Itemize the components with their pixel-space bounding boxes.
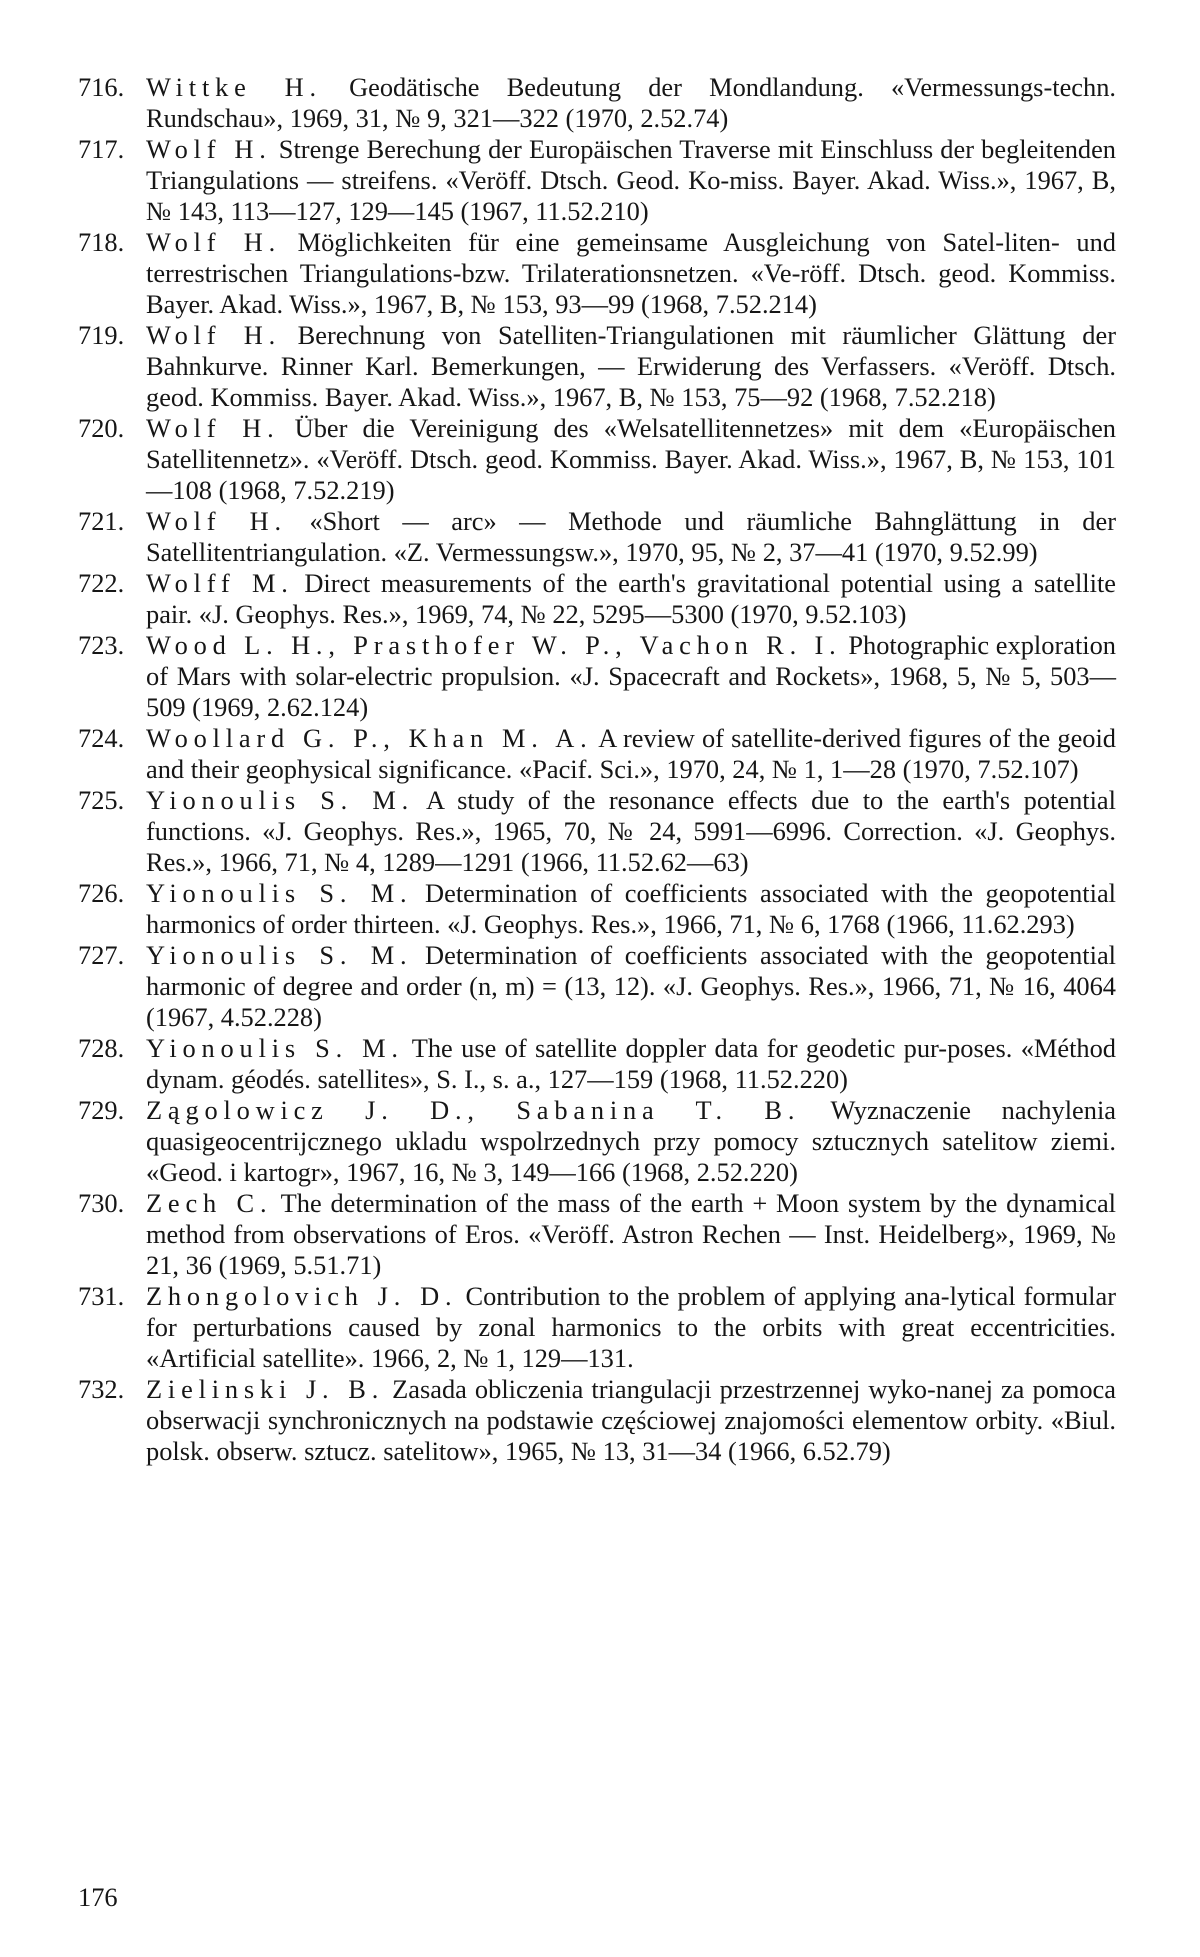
entry-number: 727. (78, 940, 125, 970)
entry-number: 719. (78, 320, 125, 350)
entry-number: 731. (78, 1281, 125, 1311)
entry-number: 721. (78, 506, 125, 536)
bibliography-entry (78, 134, 1116, 227)
bibliography-entry (78, 1095, 1116, 1188)
bibliography-entry (78, 630, 1116, 723)
bibliography-entry (78, 72, 1116, 134)
bibliography-entry (78, 878, 1116, 940)
entry-citation: Zasada obliczenia triangulacji przestrzennej wyko-nanej za pomoca obserwacji synchronicznych na podstawie częściowej znajomości elementow orbity. «Biul. polsk. obserw. sztucz. satelitow», 1965, № 13, 31—34 (1966, 6.52.79) (146, 1374, 1116, 1466)
entry-author: Yionoulis S. M. (146, 878, 413, 908)
entry-number: 725. (78, 785, 125, 815)
entry-citation: Möglichkeiten für eine gemeinsame Ausgleichung von Satel-liten- und terrestrischen Triangulations-bzw. Trilaterationsnetzen. «Ve-röff. Dtsch. geod. Kommiss. Bayer. Akad. Wiss.», 1967, B, № 153, 93—99 (1968, 7.52.214) (146, 227, 1116, 319)
entry-author: Yionoulis S. M. (146, 940, 413, 970)
entry-author: Wood L. H., Prasthofer W. P., Vachon R. I. (146, 630, 842, 660)
entry-citation: Wyznaczenie nachylenia quasigeocentrijcznego ukladu wspolrzednych przy pomocy sztucznych satelitow ziemi. «Geod. i kartogr», 1967, 16, № 3, 149—166 (1968, 2.52.220) (146, 1095, 1116, 1187)
entry-author: Yionoulis S. M. (146, 1033, 404, 1063)
entry-citation: Über die Vereinigung des «Welsatellitennetzes» mit dem «Europäischen Satellitennetz». «Veröff. Dtsch. geod. Kommiss. Bayer. Akad. Wiss.», 1967, B, № 153, 101—108 (1968, 7.52.219) (146, 413, 1116, 505)
entry-author: Zech C. (146, 1188, 273, 1218)
entry-author: Zhongolovich J. D. (146, 1281, 458, 1311)
entry-author: Wolf H. (146, 227, 282, 257)
entry-citation: A study of the resonance effects due to the earth's potential functions. «J. Geophys. Res.», 1965, 70, № 24, 5991—6996. Correction. «J. Geophys. Res.», 1966, 71, № 4, 1289—1291 (1966, 11.52.62—63) (146, 785, 1116, 877)
entry-number: 717. (78, 134, 125, 164)
entry-number: 730. (78, 1188, 125, 1218)
entry-author: Wittke H. (146, 72, 322, 102)
entry-number: 723. (78, 630, 125, 660)
entry-citation: Berechnung von Satelliten-Triangulationen mit räumlicher Glättung der Bahnkurve. Rinner Karl. Bemerkungen, — Erwiderung des Verfassers. «Veröff. Dtsch. geod. Kommiss. Bayer. Akad. Wiss.», 1967, B, № 153, 75—92 (1968, 7.52.218) (146, 320, 1116, 412)
bibliography-entry (78, 785, 1116, 878)
entry-author: Wolf H. (146, 320, 282, 350)
bibliography-entry (78, 506, 1116, 568)
bibliography-entry (78, 320, 1116, 413)
bibliography-entry (78, 723, 1116, 785)
entry-author: Zągolowicz J. D., Sabanina T. B. (146, 1095, 801, 1125)
entry-author: Wolff M. (146, 568, 294, 598)
entry-number: 716. (78, 72, 125, 102)
bibliography-entry (78, 940, 1116, 1033)
entry-number: 722. (78, 568, 125, 598)
entry-citation: «Short — arc» — Methode und räumliche Bahnglättung in der Satellitentriangulation. «Z. Vermessungsw.», 1970, 95, № 2, 37—41 (1970, 9.52.99) (146, 506, 1116, 567)
entry-number: 726. (78, 878, 125, 908)
entry-number: 720. (78, 413, 125, 443)
bibliography-list (78, 72, 1116, 1467)
entry-author: Woollard G. P., Khan M. A. (146, 723, 593, 753)
bibliography-entry (78, 1281, 1116, 1374)
entry-citation: Photographic exploration of Mars with solar-electric propulsion. «J. Spacecraft and Rockets», 1968, 5, № 5, 503—509 (1969, 2.62.124) (146, 630, 1116, 722)
bibliography-entry (78, 227, 1116, 320)
entry-author: Yionoulis S. M. (146, 785, 415, 815)
entry-number: 724. (78, 723, 125, 753)
entry-citation: A review of satellite-derived figures of the geoid and their geophysical significance. «Pacif. Sci.», 1970, 24, № 1, 1—28 (1970, 7.52.107) (146, 723, 1117, 784)
entry-citation: The determination of the mass of the earth + Moon system by the dynamical method from observations of Eros. «Veröff. Astron Rechen — Inst. Heidelberg», 1969, № 21, 36 (1969, 5.51.71) (146, 1188, 1116, 1280)
bibliography-entry (78, 568, 1116, 630)
entry-number: 718. (78, 227, 125, 257)
bibliography-entry (78, 413, 1116, 506)
entry-author: Zielinski J. B. (146, 1374, 385, 1404)
bibliography-entry (78, 1374, 1116, 1467)
entry-number: 732. (78, 1374, 125, 1404)
entry-author: Wolf H. (146, 134, 272, 164)
entry-author: Wolf H. (146, 413, 280, 443)
bibliography-entry (78, 1188, 1116, 1281)
entry-citation: Determination of coefficients associated with the geopotential harmonic of degree and order (n, m) = (13, 12). «J. Geophys. Res.», 1966, 71, № 16, 4064 (1967, 4.52.228) (146, 940, 1116, 1032)
entry-number: 729. (78, 1095, 125, 1125)
entry-citation: Geodätische Bedeutung der Mondlandung. «Vermessungs-techn. Rundschau», 1969, 31, № 9, 321—322 (1970, 2.52.74) (146, 72, 1116, 133)
entry-author: Wolf H. (146, 506, 287, 536)
page-number: 176 (78, 1882, 118, 1912)
entry-citation: Direct measurements of the earth's gravitational potential using a satellite pair. «J. Geophys. Res.», 1969, 74, № 22, 5295—5300 (1970, 9.52.103) (146, 568, 1117, 629)
entry-citation: Contribution to the problem of applying ana-lytical formular for perturbations caused by zonal harmonics to the orbits with great eccentricities. «Artificial satellite». 1966, 2, № 1, 129—131. (146, 1281, 1116, 1373)
entry-number: 728. (78, 1033, 125, 1063)
entry-citation: The use of satellite doppler data for geodetic pur-poses. «Méthod dynam. géodés. satellites», S. I., s. a., 127—159 (1968, 11.52.220) (146, 1033, 1116, 1094)
entry-citation: Determination of coefficients associated with the geopotential harmonics of order thirteen. «J. Geophys. Res.», 1966, 71, № 6, 1768 (1966, 11.62.293) (146, 878, 1116, 939)
bibliography-entry (78, 1033, 1116, 1095)
entry-citation: Strenge Berechung der Europäischen Traverse mit Einschluss der begleitenden Triangulations — streifens. «Veröff. Dtsch. Geod. Ko-miss. Bayer. Akad. Wiss.», 1967, B, № 143, 113—127, 129—145 (1967, 11.52.210) (146, 134, 1116, 226)
